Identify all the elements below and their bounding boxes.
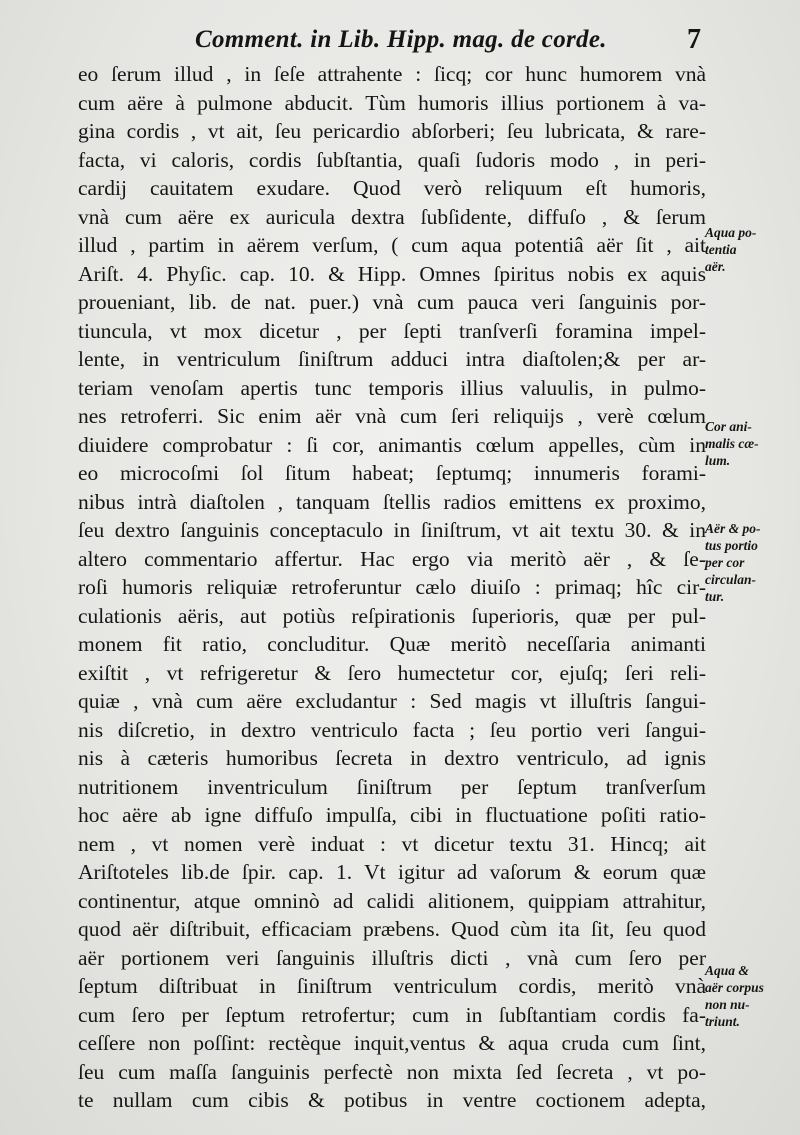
text-line: ſeu cum maſſa ſanguinis perfectè non mixta ſed ſecreta , vt po- bbox=[78, 1059, 706, 1084]
margin-note-line: tus portio bbox=[705, 538, 758, 553]
text-line: tiuncula, vt mox dicetur , per ſepti tranſverſi foramina impel- bbox=[78, 318, 706, 343]
margin-note-line: aër. bbox=[705, 259, 726, 274]
text-line: lente, in ventriculum ſiniſtrum adduci intra diaſtolen;& per ar- bbox=[78, 347, 706, 371]
text-line: vnà cum aëre ex auricula dextra ſubſidente, diffuſo , & ſerum bbox=[78, 204, 706, 229]
margin-note-line: triunt. bbox=[705, 1014, 740, 1029]
text-line: diuidere comprobatur : ſi cor, animantis cœlum appelles, cùm in bbox=[78, 432, 706, 457]
text-line: proueniant, lib. de nat. puer.) vnà cum pauca veri ſanguinis por- bbox=[78, 290, 706, 314]
text-line: quod aër diſtribuit, efficaciam præbens. Quod cùm ita ſit, ſeu quod bbox=[78, 917, 706, 941]
text-line: nutritionem inventriculum ſiniſtrum per ſeptum tranſverſum bbox=[78, 774, 706, 799]
margin-note bbox=[705, 520, 797, 605]
text-line: aër portionem veri ſanguinis illuſtris dicti , vnà cum ſero per bbox=[78, 945, 706, 970]
margin-note-line: lum. bbox=[705, 453, 731, 468]
margin-note-line: circulan- bbox=[705, 572, 757, 587]
margin-note-line: malis cæ- bbox=[705, 436, 759, 451]
text-line: hoc aëre ab igne diffuſo impulſa, cibi in fluctuatione poſiti ratio- bbox=[78, 803, 706, 827]
margin-note-line: aër corpus bbox=[705, 980, 764, 995]
margin-note-line: Aër & po- bbox=[705, 521, 761, 536]
margin-note-line: Cor ani- bbox=[705, 419, 752, 434]
text-line: ſeptum diſtribuat in ſiniſtrum ventriculum cordis, meritò vnà bbox=[78, 974, 706, 998]
text-line: cum ſero per ſeptum retrofertur; cum in ſubſtantiam cordis fa- bbox=[78, 1002, 706, 1027]
margin-note-line: per cor bbox=[705, 555, 745, 570]
text-line: altero commentario affertur. Hac ergo via meritò aër , & ſe- bbox=[78, 546, 706, 571]
page-number: 7 bbox=[687, 24, 701, 55]
margin-note-line: Aqua po- bbox=[705, 225, 757, 240]
text-line: exiſtit , vt refrigeretur & ſero humectetur cor, ejuſq; ſeri reli- bbox=[78, 660, 706, 685]
margin-note bbox=[705, 418, 797, 469]
text-line: gina cordis , vt ait, ſeu pericardio abſorberi; ſeu lubricata, & rare- bbox=[78, 119, 706, 143]
margin-note bbox=[705, 224, 797, 275]
text-line: eo microcoſmi ſol ſitum habeat; ſeptumq; innumeris forami- bbox=[78, 461, 706, 485]
text-line: nes retroferri. Sic enim aër vnà cum ſeri reliquijs , verè cœlum bbox=[78, 404, 706, 428]
text-line: continentur, atque omninò ad calidi alitionem, quippiam attrahitur, bbox=[78, 888, 706, 913]
margin-note-line: non nu- bbox=[705, 997, 750, 1012]
margin-note-line: tentia bbox=[705, 242, 737, 257]
text-line: teriam venoſam apertis tunc temporis illius valuulis, in pulmo- bbox=[78, 375, 706, 400]
text-line: nibus intrà diaſtolen , tanquam ſtellis radios emittens ex proximo, bbox=[78, 489, 706, 514]
text-line: eo ſerum illud , in ſeſe attrahente : ſicq; cor hunc humorem vnà bbox=[78, 62, 706, 86]
text-line: cardij cauitatem exudare. Quod verò reliquum eſt humoris, bbox=[78, 176, 706, 200]
text-line: nis à cæteris humoribus ſecreta in dextro ventriculo, ad ignis bbox=[78, 746, 706, 770]
margin-note-line: tur. bbox=[705, 589, 725, 604]
text-line: ceſſere non poſſint: rectèque inquit,ventus & aqua cruda cum ſint, bbox=[78, 1031, 706, 1055]
running-title: Comment. in Lib. Hipp. mag. de corde. bbox=[195, 26, 607, 53]
margin-note bbox=[705, 962, 797, 1030]
body-text bbox=[78, 60, 706, 1115]
text-line: culationis aëris, aut potiùs reſpirationis ſuperioris, quæ per pul- bbox=[78, 603, 706, 628]
margin-note-line: Aqua & bbox=[705, 963, 749, 978]
text-line: nis diſcretio, in dextro ventriculo facta ; ſeu portio veri ſangui- bbox=[78, 717, 706, 742]
page-header bbox=[195, 26, 715, 56]
text-line: quiæ , vnà cum aëre excludantur : Sed magis vt illuſtris ſangui- bbox=[78, 689, 706, 713]
text-line: cum aëre à pulmone abducit. Tùm humoris illius portionem à va- bbox=[78, 90, 706, 115]
text-line: ſeu dextro ſanguinis conceptaculo in ſiniſtrum, vt ait textu 30. & in bbox=[78, 518, 706, 542]
text-line: monem fit ratio, concluditur. Quæ meritò neceſſaria animanti bbox=[78, 632, 706, 656]
margin-notes bbox=[705, 0, 800, 1135]
text-line: Ariſt. 4. Phyſic. cap. 10. & Hipp. Omnes ſpiritus nobis ex aquis bbox=[78, 261, 706, 286]
text-line: facta, vi caloris, cordis ſubſtantia, quaſi ſudoris modo , in peri- bbox=[78, 147, 706, 172]
text-line: illud , partim in aërem verſum, ( cum aqua potentiâ aër ſit , ait bbox=[78, 233, 706, 257]
text-line: roſi humoris reliquiæ retroferuntur cælo diuiſo : primaq; hîc cir- bbox=[78, 575, 706, 599]
text-line: te nullam cum cibis & potibus in ventre coctionem adepta, bbox=[78, 1088, 706, 1112]
text-line: nem , vt nomen verè induat : vt dicetur textu 31. Hincq; ait bbox=[78, 831, 706, 856]
text-line: Ariſtoteles lib.de ſpir. cap. 1. Vt igitur ad vaſorum & eorum quæ bbox=[78, 860, 706, 884]
